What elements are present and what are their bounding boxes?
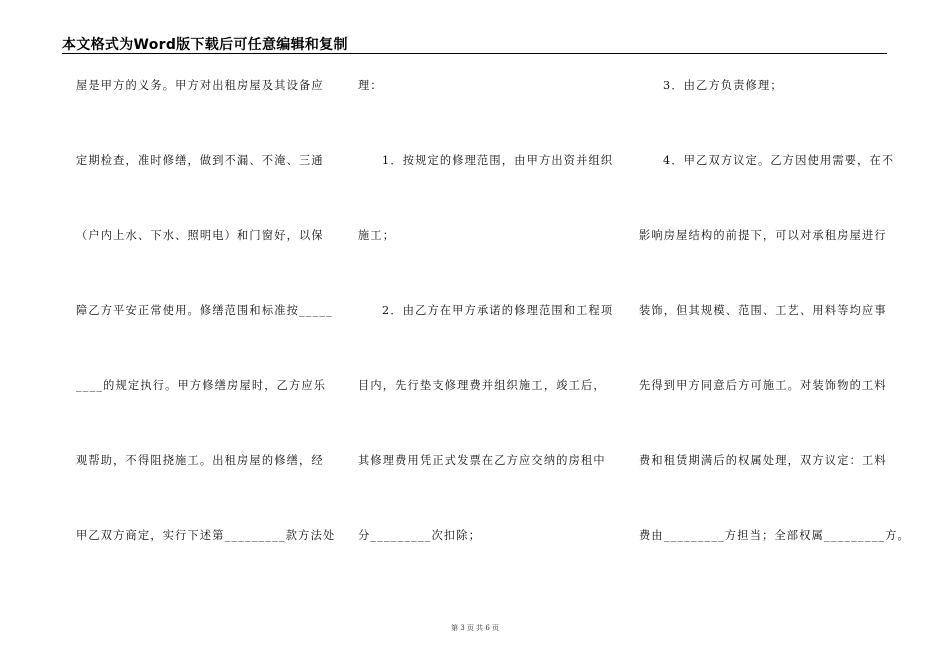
text-line: 分_________次扣除； <box>358 529 482 542</box>
text-line: 甲乙双方商定，实行下述第_________款方法处 <box>76 529 336 542</box>
text-line: ____的规定执行。甲方修缮房屋时，乙方应乐 <box>76 379 327 392</box>
text-line: 理： <box>358 79 383 92</box>
header-divider <box>62 53 887 54</box>
text-line: 障乙方平安正常使用。修缮范围和标准按_____ <box>76 304 333 317</box>
text-line: 2．由乙方在甲方承诺的修理范围和工程项 <box>382 304 614 317</box>
document-header-title: 本文格式为Word版下载后可任意编辑和复制 <box>62 37 348 53</box>
text-line: 费由_________方担当；全部权属_________方。 <box>639 529 910 542</box>
text-line: 3．由乙方负责修理； <box>663 79 783 92</box>
text-line: （户内上水、下水、照明电）和门窗好，以保 <box>76 229 324 242</box>
text-line: 观帮助，不得阻挠施工。出租房屋的修缮，经 <box>76 454 324 467</box>
text-line: 定期检查，准时修缮，做到不漏、不淹、三通 <box>76 154 324 167</box>
text-line: 费和租赁期满后的权属处理，双方议定：工料 <box>639 454 887 467</box>
text-line: 屋是甲方的义务。甲方对出租房屋及其设备应 <box>76 79 324 92</box>
text-line: 4．甲乙双方议定。乙方因使用需要，在不 <box>663 154 895 167</box>
text-line: 影响房屋结构的前提下，可以对承租房屋进行 <box>639 229 887 242</box>
text-line: 装饰，但其规模、范围、工艺、用料等均应事 <box>639 304 887 317</box>
text-line: 目内，先行垫支修理费并组织施工，竣工后， <box>358 379 606 392</box>
text-line: 先得到甲方同意后方可施工。对装饰物的工料 <box>639 379 887 392</box>
page-number: 第 3 页 共 6 页 <box>450 624 500 632</box>
text-line: 1．按规定的修理范围，由甲方出资并组织 <box>382 154 614 167</box>
text-line: 施工； <box>358 229 396 242</box>
text-line: 其修理费用凭正式发票在乙方应交纳的房租中 <box>358 454 606 467</box>
